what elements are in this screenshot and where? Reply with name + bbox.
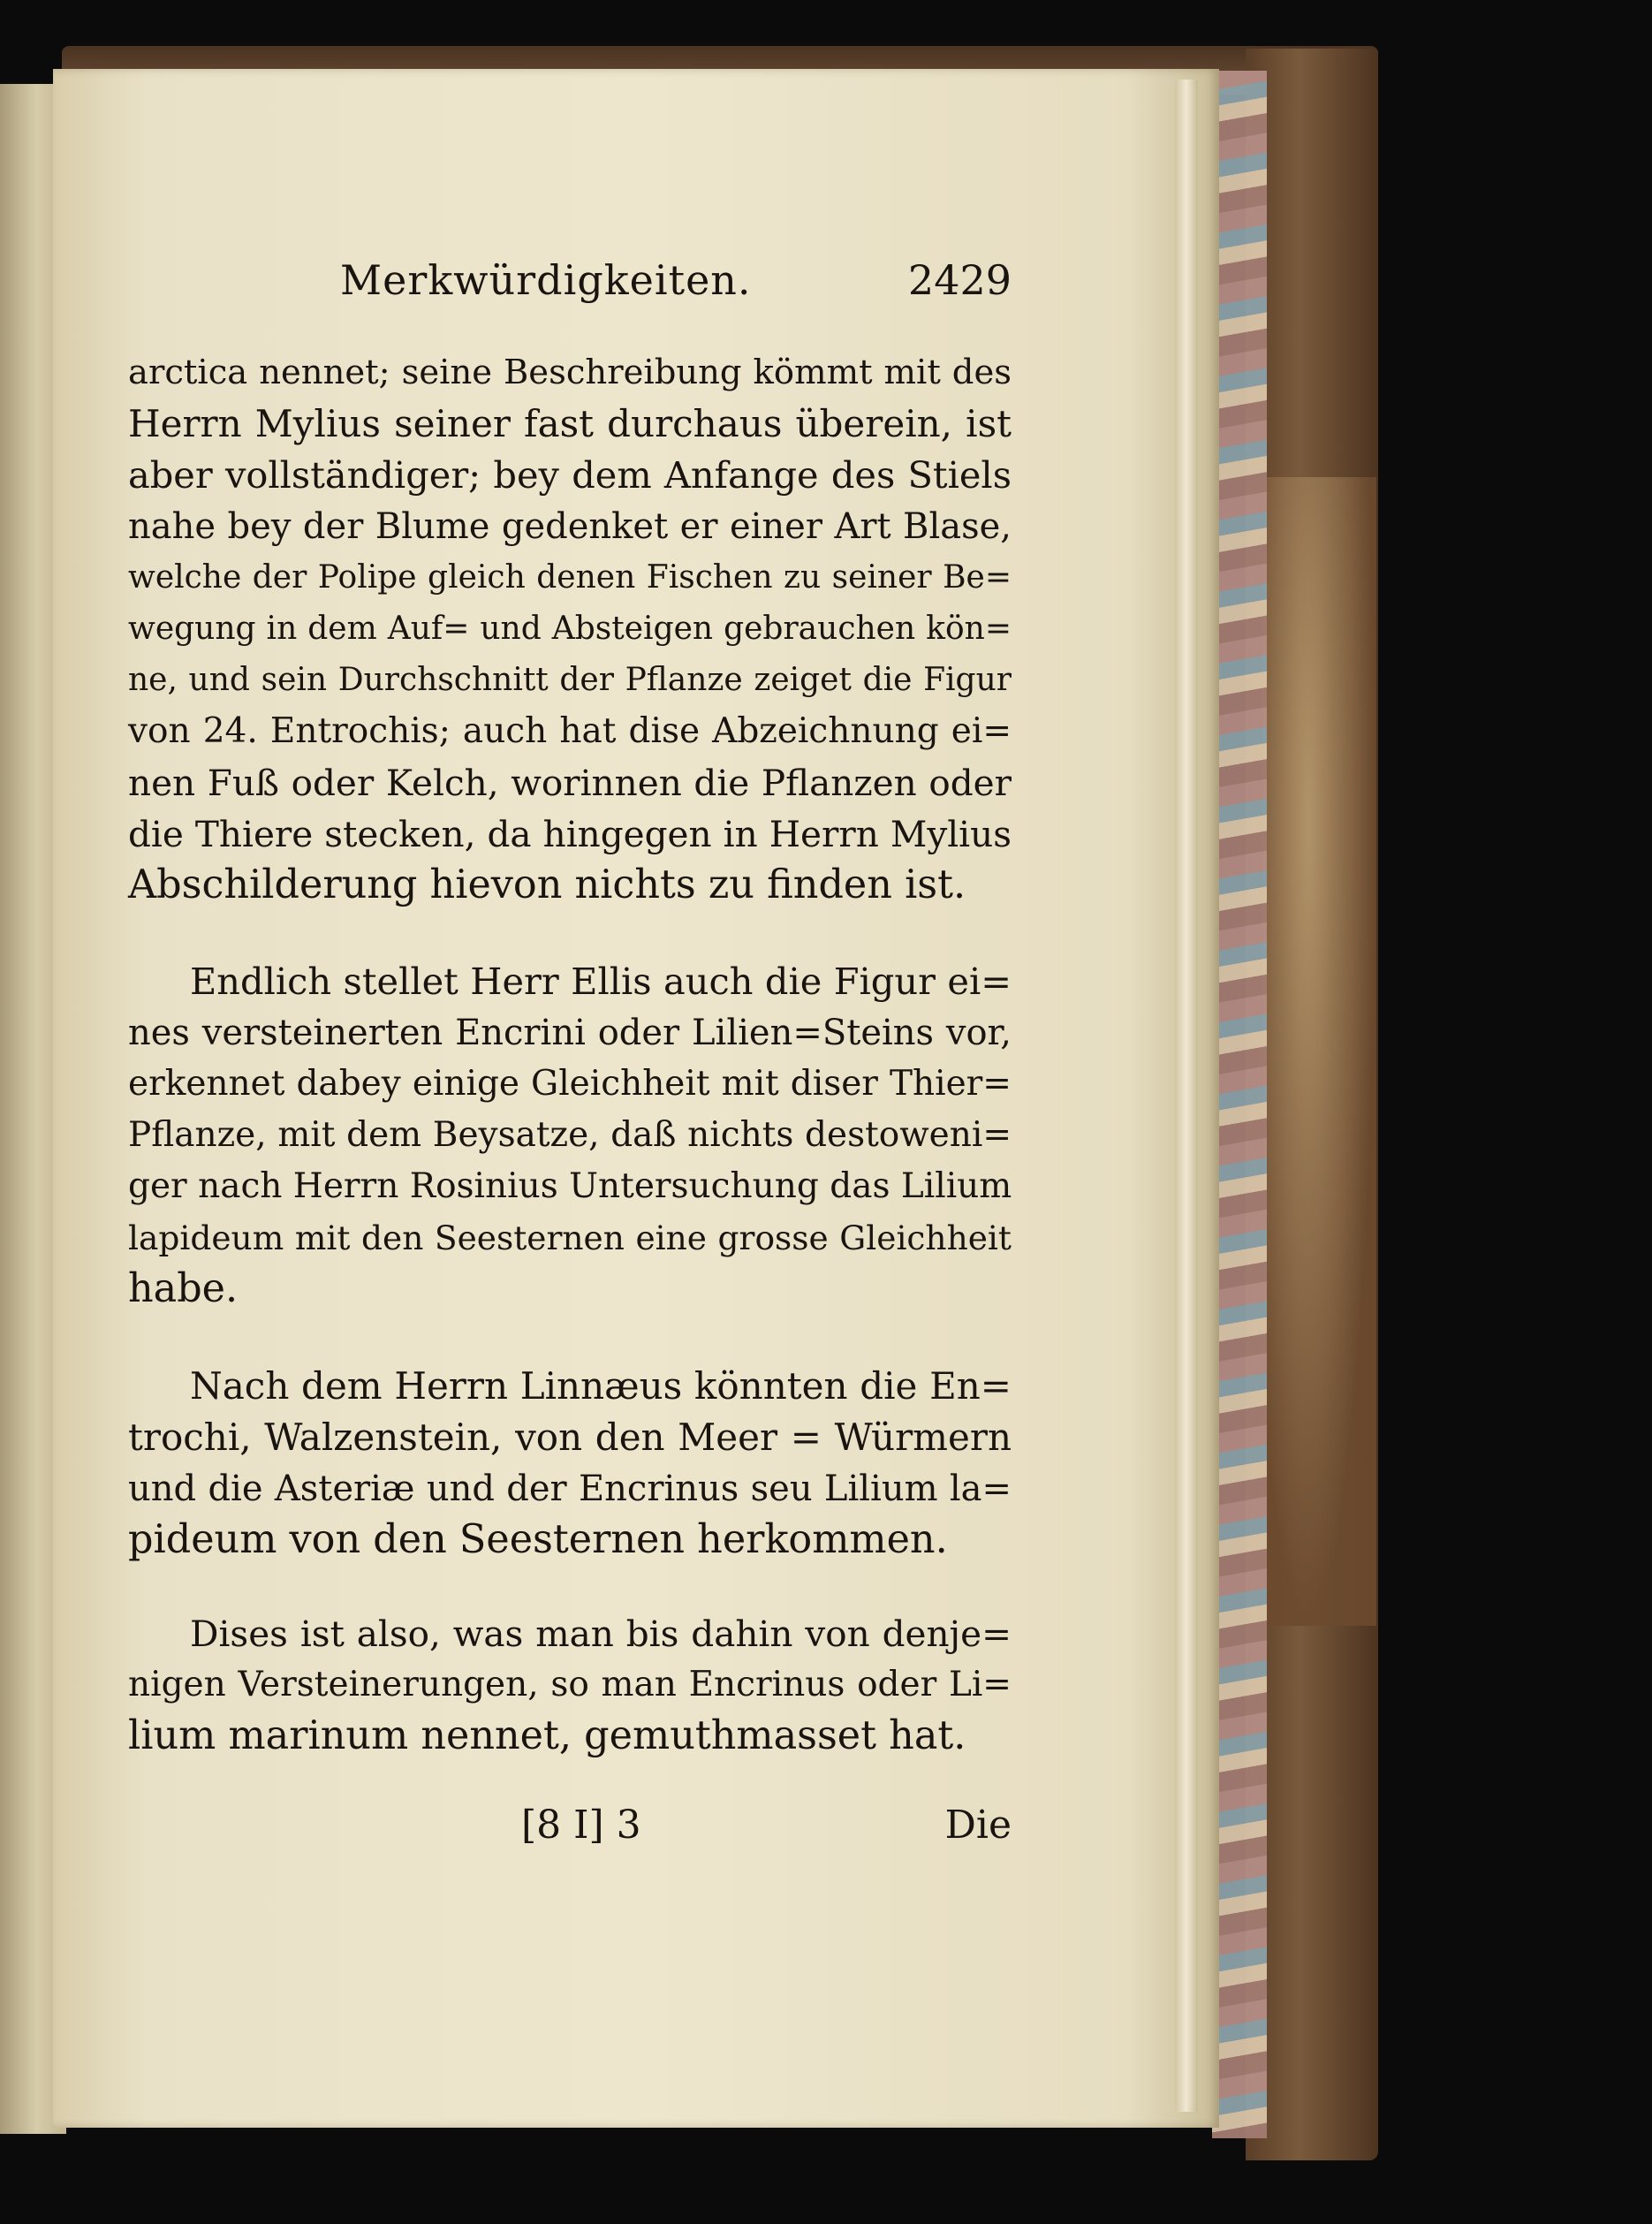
text-line: aber vollständiger; bey dem Anfange des Stiels [128, 453, 1012, 497]
text-line: von 24. Entrochis; auch hat dise Abzeichnung ei= [128, 711, 1012, 751]
text-line: Dises ist also, was man bis dahin von denje= [190, 1613, 1012, 1655]
text-line: nen Fuß oder Kelch, worinnen die Pflanzen oder [128, 762, 1012, 804]
text-line: Pflanze, mit dem Beysatze, daß nichts destoweni= [128, 1115, 1012, 1155]
text-line: Nach dem Herrn Linnæus könnten die En= [190, 1364, 1012, 1408]
text-line: pideum von den Seesternen herkommen. [128, 1517, 948, 1562]
signature-mark: [8 I] 3 [521, 1803, 641, 1848]
text-line: lium marinum nennet, gemuthmasset hat. [128, 1713, 966, 1758]
page-footer [128, 1803, 1012, 1856]
marbled-edge [1212, 71, 1267, 2138]
page-header [128, 256, 1012, 309]
catchword: Die [944, 1803, 1012, 1848]
paragraph-1 [128, 347, 1012, 911]
leather-binding [1263, 477, 1376, 1626]
page-number: 2429 [907, 256, 1012, 304]
running-head: Merkwürdigkeiten. [340, 256, 752, 304]
paragraph-3 [128, 1361, 1012, 1566]
text-line: arctica nennet; seine Beschreibung kömmt mit des [128, 353, 1012, 392]
text-line: ne, und sein Durchschnitt der Pflanze zeiget die Figur [128, 662, 1012, 698]
text-line: trochi, Walzenstein, von den Meer = Würmern [128, 1416, 1012, 1459]
text-line: Endlich stellet Herr Ellis auch die Figur ei= [190, 960, 1012, 1003]
text-line: welche der Polipe gleich denen Fischen zu seiner Be= [128, 559, 1012, 596]
text-line: wegung in dem Auf= und Absteigen gebrauchen kön= [128, 611, 1012, 647]
text-line: habe. [128, 1266, 239, 1311]
paragraph-4 [128, 1608, 1012, 1762]
text-line: Abschilderung hievon nichts zu finden ist. [128, 862, 966, 907]
text-line: nigen Versteinerungen, so man Encrinus oder Li= [128, 1665, 1012, 1704]
text-line: nahe bey der Blume gedenket er einer Art Blase, [128, 506, 1012, 547]
text-line: ger nach Herrn Rosinius Untersuchung das Lilium [128, 1166, 1012, 1206]
paragraph-2 [128, 956, 1012, 1315]
text-line: und die Asteriæ und der Encrinus seu Lilium la= [128, 1469, 1012, 1509]
text-line: die Thiere stecken, da hingegen in Herrn Mylius [128, 813, 1012, 855]
text-line: erkennet dabey einige Gleichheit mit diser Thier= [128, 1064, 1012, 1104]
text-line: Herrn Mylius seiner fast durchaus überein, ist [128, 402, 1012, 445]
text-line: lapideum mit den Seesternen eine grosse Gleichheit [128, 1218, 1012, 1257]
page-stack-edge [1175, 80, 1198, 2112]
text-line: nes versteinerten Encrini oder Lilien=Steins vor, [128, 1013, 1012, 1053]
